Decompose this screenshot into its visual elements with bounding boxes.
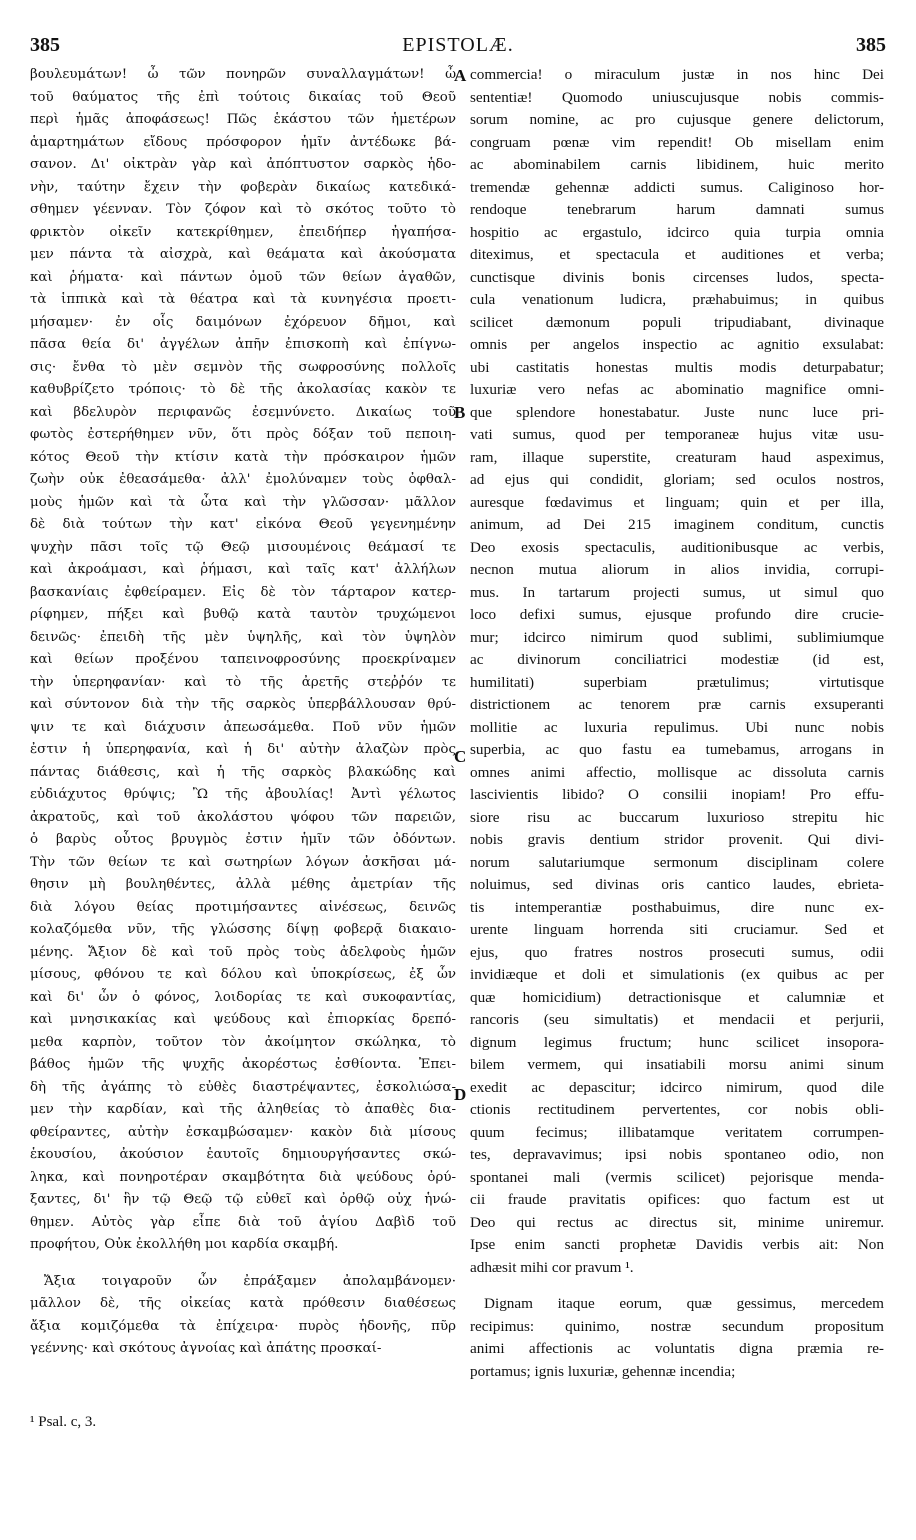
text-line: καὶ σύντονον διὰ τὴν τῆς σαρκὸς ὑπερβάλλουσαν θρύ- <box>30 697 456 712</box>
text-line: φωτὸς ἐστερήθημεν νῦν, ὅτι πρὸς δόξαν τοῦ πεποιη- <box>30 427 456 442</box>
text-line: tis intemperantiæ posthabuimus, dire nunc ex- <box>470 898 884 916</box>
text-line: δεινῶς· ἐπειδὴ τῆς μὲν ὑψηλῆς, καὶ τὸν ὑψηλὸν <box>30 629 456 645</box>
text-line: πάντας διάθεσις, καὶ ἡ τῆς σαρκὸς βλακώδης καὶ <box>30 764 456 780</box>
text-line: diteximus, et spectacula et auditiones et verba; <box>470 246 884 263</box>
text-line: ψυχὴν πᾶσι τοῖς τῷ Θεῷ μισουμένοις θεάμασί τε <box>30 539 456 555</box>
text-line: κότος Θεοῦ τὴν κτίσιν κατὰ τὴν πρόσκαιρον ἡμῶν <box>30 449 456 465</box>
text-line: καθυβρίζετο τρόποις· τὸ δὲ τῆς ἀκολασίας κακὸν τε <box>30 382 456 397</box>
text-line: περὶ ἡμᾶς ἀποφάσεως! Πῶς ἑκάστου τῶν ἡμετέρων <box>30 112 456 127</box>
text-line: tremendæ gehennæ addicti sumus. Caliginoso hor- <box>470 178 884 196</box>
text-line: καὶ βδελυρὸν περιφανῶς ἐσεμνύνετο. Δικαίως τοῦ <box>30 404 456 420</box>
text-line: ad ejus qui condidit, gloriam; sed oculos nostros, <box>470 471 884 488</box>
text-line: θησιν μὴ βουληθέντες, ἀλλὰ μέθης ἀμετρίαν τῆς <box>30 877 456 892</box>
text-line: φρικτὸν οἰκεῖν κατεκρίθημεν, ἐπειδήπερ ἠγαπήσα- <box>30 224 456 240</box>
text-line: ἀκρατοῦς, καὶ τοῦ ἀκολάστου ψόφου τῶν παρειῶν, <box>30 809 456 825</box>
text-line: καὶ θείων προξένου ταπεινοφροσύνης προεκρίναμεν <box>30 652 456 667</box>
text-line: ctionis rectitudinem pervertentes, cor nobis obli- <box>470 1101 884 1118</box>
text-line: quum fecimus; illibatamque veritatem corrumpen- <box>470 1123 884 1141</box>
text-line: invidiæque et doli et simulationis (ex quibus ac per <box>470 966 884 983</box>
text-line: ρίφημεν, πήξει καὶ βυθῷ κατὰ ταυτὸν τρυχώμενοι <box>30 607 456 622</box>
text-line: sententiæ! Quomodo uniuscujusque nobis commis- <box>470 88 884 106</box>
text-line: ψιν τε καὶ διάχυσιν ἀπεωσάμεθα. Ποῦ νῦν ἡμῶν <box>30 719 456 735</box>
text-line: γεέννης· καὶ σκότους ἀγνοίας καὶ ἀπάτης προσκαί- <box>30 1341 382 1356</box>
text-line: ἐστιν ἡ ὑπερηφανία, καὶ ἡ δι' αὐτὴν ἀλαζὼν πρὸς <box>30 742 456 757</box>
text-line: urente linguam horrenda siti cruciamur. Sed et <box>470 921 884 938</box>
text-line: dignum legimus fructum; hunc scilicet insopora- <box>470 1033 884 1051</box>
text-line: bilem vermem, qui insatiabili morsu animi sinum <box>470 1056 884 1073</box>
text-line: scilicet dæmonum populi tripudiabant, divinaque <box>470 313 884 331</box>
text-line: adhæsit mihi cor pravum ¹. <box>470 1258 634 1276</box>
text-line: omnis per angelos inspectio ac agnitio exsulabat: <box>470 336 884 353</box>
text-line: rendoque tenebrarum harum damnati sumus <box>470 201 884 218</box>
text-line: βάθος ἡμῶν τῆς ψυχῆς ἀκορέστως ἐσθίοντα. Ἐπει- <box>30 1057 456 1072</box>
text-line: lascivientis libido? O consilii inopiam! Pro effu- <box>470 786 884 803</box>
text-line: βουλευμάτων! ὦ τῶν πονηρῶν συναλλαγμάτων! ὦ <box>30 67 456 82</box>
text-line: animum, ad Dei 215 imaginem conditum, cunctis <box>470 516 884 533</box>
margin-marker-a: A <box>454 66 467 85</box>
margin-marker-c: C <box>454 747 467 766</box>
text-line: φθείραντες, αὐτὴν ἐσκαμβώσαμεν· κακὸν διὰ μίσους <box>30 1124 456 1140</box>
text-line: πᾶσα θεία δι' ἀγγέλων ἀπῆν ἐπισκοπὴ καὶ ἐπίγνω- <box>30 337 456 352</box>
text-line: norum salutariumque sermonum disciplinam colere <box>470 853 884 871</box>
text-line: nobis gravis dentium stridor provenit. Qui divi- <box>470 831 884 848</box>
text-line: districtionem ac tenorem præ carnis exsuperanti <box>470 696 884 713</box>
text-line: recipimus: quinimo, nostræ secundum propositum <box>470 1317 884 1335</box>
text-line: μοὺς ἡμῶν καὶ τὰ ὦτα καὶ τὴν γλῶσσαν· μᾶλλον <box>30 494 456 510</box>
text-line: auresque fœdavimus et linguam; quin et per illa, <box>470 493 884 511</box>
text-line: Dignam itaque eorum, quæ gessimus, mercedem <box>484 1295 884 1312</box>
paragraph-gap <box>470 1279 884 1293</box>
text-line: ac divinorum conciliatrici modestiæ (id est, <box>470 651 884 668</box>
margin-marker-d: D <box>454 1085 467 1104</box>
text-line: σθημεν γέενναν. Τὸν ζόφον καὶ τὸ σκότος τοῦτο τὸ <box>30 202 456 217</box>
text-line: Deo exosis spectaculis, auditionibusque ac verbis, <box>470 538 884 556</box>
page-header <box>30 34 886 60</box>
running-title: EPISTOLÆ. <box>402 34 514 56</box>
text-line: spontanei mali (vermis scilicet) pejorisque menda- <box>470 1168 884 1186</box>
text-line: cii fraude pravitatis opifices: quo factum est ut <box>470 1191 884 1208</box>
text-line: κολαζόμεθα νῦν, τῆς γλώσσης δίψῃ φοβερᾷ διακαιο- <box>30 922 456 937</box>
text-line: necnon mutua aliorum in alios invidia, corrupi- <box>470 561 884 578</box>
text-line: humilitati) superbiam prætulimus; virtutisque <box>470 673 884 691</box>
text-line: δὲ διὰ τούτων τὴν κατ' εἰκόνα Θεοῦ γεγενημένην <box>30 517 456 532</box>
text-line: tes, depravavimus; ipsi nobis spontaneo odio, non <box>470 1146 884 1163</box>
text-line: siore risu ac buccarum luxurioso strepitu hic <box>470 808 884 826</box>
text-line: εὐδιάχυτος θρύψις; Ὢ τῆς ἀβουλίας! Ἀντὶ γέλωτος <box>30 787 456 802</box>
text-line: σανον. Δι' οἰκτρὰν γὰρ καὶ ἀπόπτυστον σαρκὸς ἡδο- <box>30 157 456 172</box>
text-line: μήσαμεν· ἐν οἷς δαιμόνων ἐχόρευον δῆμοι, καὶ <box>30 314 456 330</box>
text-line: καὶ ἀκροάμασι, καὶ ῥήμασι, καὶ ταῖς κατ' ἀλλήλων <box>30 562 456 577</box>
text-line: μένης. Ἄξιον δὲ καὶ τοῦ πρὸς τοὺς ἀδελφοὺς ἡμῶν <box>30 944 456 960</box>
text-line: rancoris (seu simultatis) et mendacii et perjurii, <box>470 1011 884 1028</box>
text-line: καὶ μνησικακίας καὶ ψεύδους καὶ ἐπιορκίας δρεπό- <box>30 1012 456 1027</box>
text-line: Τὴν τῶν θείων τε καὶ σωτηρίων λόγων ἀσκῆσαι μά- <box>30 854 456 870</box>
text-line: que splendore honestabatur. Juste nunc luce pri- <box>470 403 884 421</box>
text-line: ram, illaque superstite, creaturam haud aspeximus, <box>470 448 884 466</box>
page-number-left: 385 <box>30 34 60 56</box>
text-line: sorum nomine, ac pro cujusque genere delictorum, <box>470 111 884 128</box>
text-line: animi affectionis ac voluntatis digna præmia re- <box>470 1340 884 1357</box>
text-line: ξαντες, δι' ἣν τῷ Θεῷ τῷ εὐθεῖ καὶ ὀρθῷ οὐχ ἡνώ- <box>30 1192 456 1207</box>
text-line: vati sumus, quod per temporaneæ hujus vitæ usu- <box>470 426 884 443</box>
text-line: portamus; ignis luxuriæ, gehennæ incendia; <box>470 1362 736 1380</box>
text-line: μᾶλλον δὲ, τῆς οἰκείας κατὰ πρόθεσιν διαθέσεως <box>30 1296 456 1311</box>
footnote: ¹ Psal. c, 3. <box>30 1414 97 1430</box>
text-line: καὶ δι' ὧν ὁ φόνος, λοιδορίας τε καὶ συκοφαντίας, <box>30 989 456 1005</box>
text-line: quæ homicidium) detractionisque et calumniæ et <box>470 988 884 1006</box>
margin-marker-b: B <box>454 403 466 422</box>
text-line: commercia! o miraculum justæ in nos hinc Dei <box>470 66 884 83</box>
text-line: ejus, quo fratres nostros prosecuti sumus, odii <box>470 943 884 961</box>
page-number-right: 385 <box>856 34 886 56</box>
text-line: loco defixi sumus, ejusque profundo dire crucie- <box>470 606 884 623</box>
text-line: μίσους, φθόνου τε καὶ δόλου καὶ ὑποκρίσεως, ἐξ ὧν <box>30 967 456 982</box>
text-line: ἄξια κομιζόμεθα τὰ ἐπίχειρα· πυρὸς ἡδονῆς, πῦρ <box>30 1318 456 1334</box>
text-line: luxuriæ vero nefas ac abominatio magnifice omni- <box>470 381 884 398</box>
text-line: mur; idcirco nimirum quod sublimi, sublimiumque <box>470 628 884 646</box>
text-line: τὴν ὑπερηφανίαν· καὶ τὸ τῆς ἀρετῆς στεῤῥόν τε <box>30 674 456 690</box>
text-line: Deo qui rectus ac directus sit, minime uniremur. <box>470 1213 884 1231</box>
greek-column <box>30 64 456 1361</box>
text-line: νὴν, ταύτην ἔχειν τὴν φοβερὰν δικαίως κατεδικά- <box>30 179 456 195</box>
text-line: ζωὴν οὐκ ἐθεασάμεθα· ἀλλ' ἐμολύναμεν τοὺς ὀφθαλ- <box>30 472 456 487</box>
text-line: διὰ λόγου θείας προτιμήσαντες αἰνέσεως, δεινῶς <box>30 899 456 915</box>
text-line: noluimus, sed divinas oris cantico laudes, ebrieta- <box>470 876 884 893</box>
text-line: cunctisque divinis bonis circenses ludos, specta- <box>470 268 884 286</box>
text-line: προφήτου, Οὐκ ἐκολλήθη μοι καρδία σκαμβή. <box>30 1237 339 1252</box>
text-line: hospitio ac ergastulo, idcirco quia turpia omnia <box>470 223 884 241</box>
text-line: καὶ ῥήματα· καὶ πάντων ὁμοῦ τῶν θείων ἀγαθῶν, <box>30 269 456 285</box>
latin-column <box>470 64 884 1383</box>
text-line: exedit ac depascitur; idcirco nimirum, quod dile <box>470 1078 884 1096</box>
text-line: mollitie ac luxuria repulimus. Ubi nunc nobis <box>470 718 884 736</box>
text-line: μεν τὴν καρδίαν, καὶ τῆς ἀληθείας τὸ ἀπαθὲς δια- <box>30 1102 456 1117</box>
text-line: cula venationum ludicra, præhabuimus; in quibus <box>470 291 884 308</box>
text-line: ubi castitatis honestas multis modis deturpabatur; <box>470 358 884 376</box>
text-line: δὴ τῆς ἀγάπης τὸ εὐθὲς διαστρέψαντες, ἐσκολιώσα- <box>30 1079 456 1095</box>
text-line: superbia, ac quo fastu ea tumebamus, arrogans in <box>470 741 884 758</box>
text-line: ἁμαρτημάτων εἴδους πρόσφορον ἡμῖν ἀντέδωκε βά- <box>30 134 456 150</box>
text-line: ac abominabilem carnis libidinem, huic merito <box>470 156 884 173</box>
paragraph-gap <box>30 1257 456 1271</box>
text-line: σις· ἔνθα τὸ μὲν σεμνὸν τῆς σωφροσύνης πολλοῖς <box>30 359 456 375</box>
text-line: θημεν. Αὐτὸς γὰρ εἶπε διὰ τοῦ ἁγίου Δαβὶδ τοῦ <box>30 1214 456 1230</box>
text-line: mus. In tartarum projecti sumus, ut simul quo <box>470 583 884 601</box>
text-line: μεν πάντα τὰ αἰσχρὰ, καὶ θεάματα καὶ ἀκούσματα <box>30 247 456 262</box>
text-line: ληκα, καὶ πονηροτέραν σκαμβότητα διὰ ψεύδους ὀρύ- <box>30 1169 456 1185</box>
text-line: τοῦ θαύματος τῆς ἐπὶ τούτοις δικαίας τοῦ Θεοῦ <box>30 89 456 105</box>
text-line: μεθα καρπὸν, τοῦτον τὸν ἀκοίμητον σκώληκα, τὸ <box>30 1034 456 1050</box>
text-line: τὰ ἱππικὰ καὶ τὰ θέατρα καὶ τὰ κυνηγέσια προετι- <box>30 292 456 307</box>
text-line: Ἄξια τοιγαροῦν ὧν ἐπράξαμεν ἀπολαμβάνομεν· <box>44 1273 456 1289</box>
text-line: ὁ βαρὺς οὗτος βρυγμὸς ἐστιν ἡμῖν τῶν ὀδόντων. <box>30 832 456 847</box>
text-line: omnes animi affectio, mollisque ac dissoluta carnis <box>470 763 884 781</box>
text-line: ἑκουσίου, ἀκούσιον ἑαυτοῖς δημιουργήσαντες σκώ- <box>30 1147 456 1162</box>
text-line: βασκανίαις ἐφθείραμεν. Εἰς δὲ τὸν τάρταρον κατερ- <box>30 584 456 600</box>
text-line: Ipse enim sancti prophetæ Davidis verbis ait: Non <box>470 1236 884 1253</box>
text-line: congruam pœnæ vim rependit! Ob misellam enim <box>470 133 884 151</box>
